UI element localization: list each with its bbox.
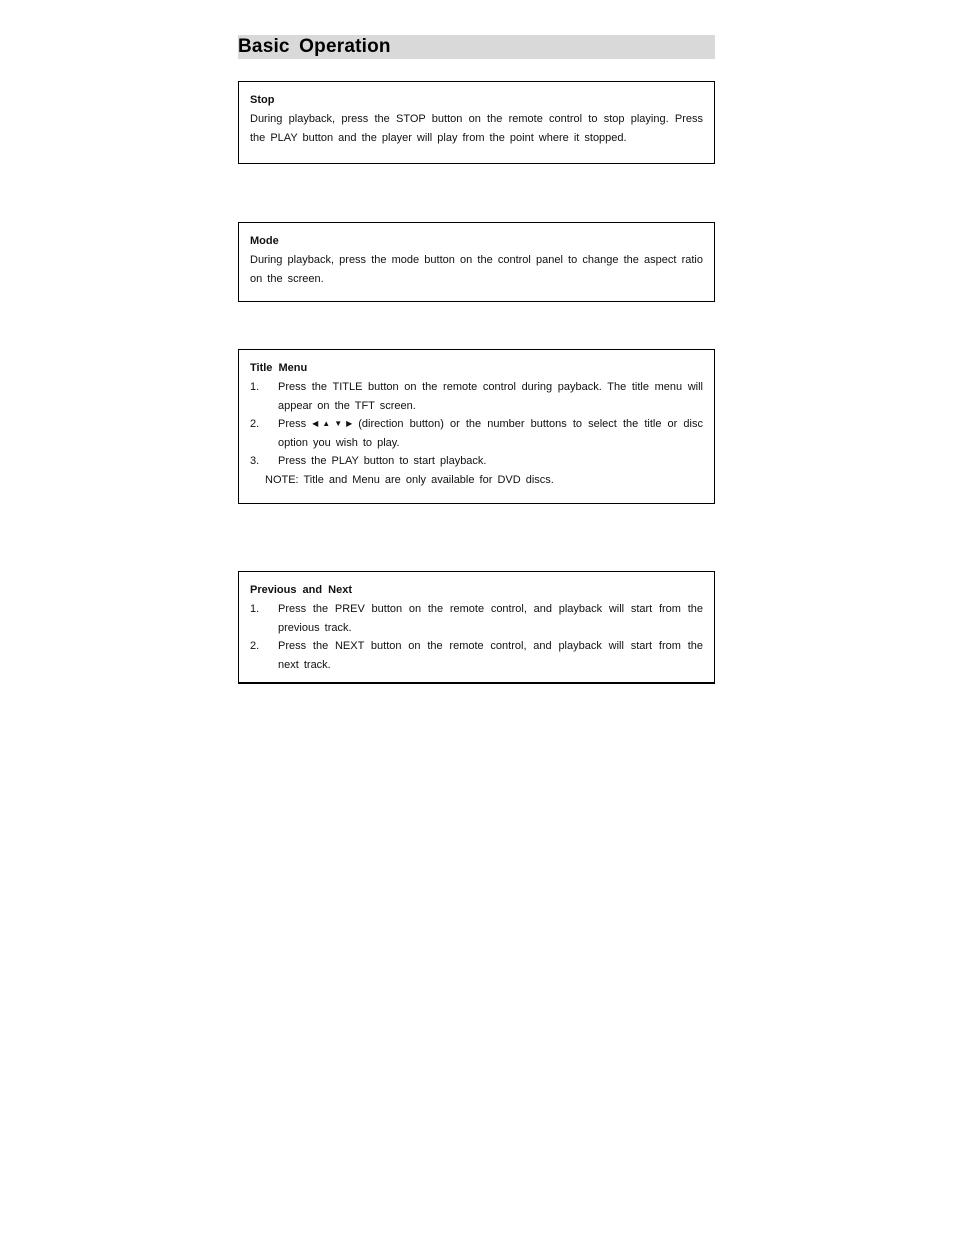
list-number: 1. [250, 381, 260, 394]
prev-next-section [238, 571, 715, 684]
mode-text: During playback, press the mode button on the control panel to change the aspect ratio on the screen. [250, 254, 703, 285]
list-number: 3. [250, 455, 260, 468]
list-text: Press the PLAY button to start playback. [278, 455, 487, 468]
list-item [250, 637, 703, 674]
list-text: Press the NEXT button on the remote control, and playback will start from the next track. [278, 640, 703, 671]
list-text: Press the TITLE button on the remote control during payback. The title menu will appear on the TFT screen. [278, 381, 703, 412]
stop-text: During playback, press the STOP button on the remote control to stop playing. Press the PLAY button and the player will play from the point where it stopped. [250, 113, 703, 144]
page-title: Basic Operation [238, 35, 715, 59]
stop-section [238, 81, 715, 164]
list-text: Press the PREV button on the remote control, and playback will start from the previous track. [278, 603, 703, 634]
stop-heading: Stop [250, 94, 275, 106]
direction-arrows-icon: ◀▲▼▶ [312, 419, 357, 429]
list-item [250, 378, 703, 415]
list-item [250, 452, 703, 471]
list-number: 1. [250, 603, 260, 616]
list-number: 2. [250, 418, 260, 431]
list-item [250, 415, 703, 452]
title-menu-note: NOTE: Title and Menu are only available for DVD discs. [265, 474, 554, 487]
list-number: 2. [250, 640, 260, 653]
title-menu-section [238, 349, 715, 504]
prev-next-heading: Previous and Next [250, 584, 352, 596]
list-text-before: Press [278, 418, 307, 431]
mode-section [238, 222, 715, 302]
title-menu-heading: Title Menu [250, 362, 308, 374]
list-item [250, 600, 703, 637]
list-text-after: (direction button) or the number buttons to select the title or disc option you wish to play. [278, 418, 703, 449]
mode-heading: Mode [250, 235, 279, 247]
